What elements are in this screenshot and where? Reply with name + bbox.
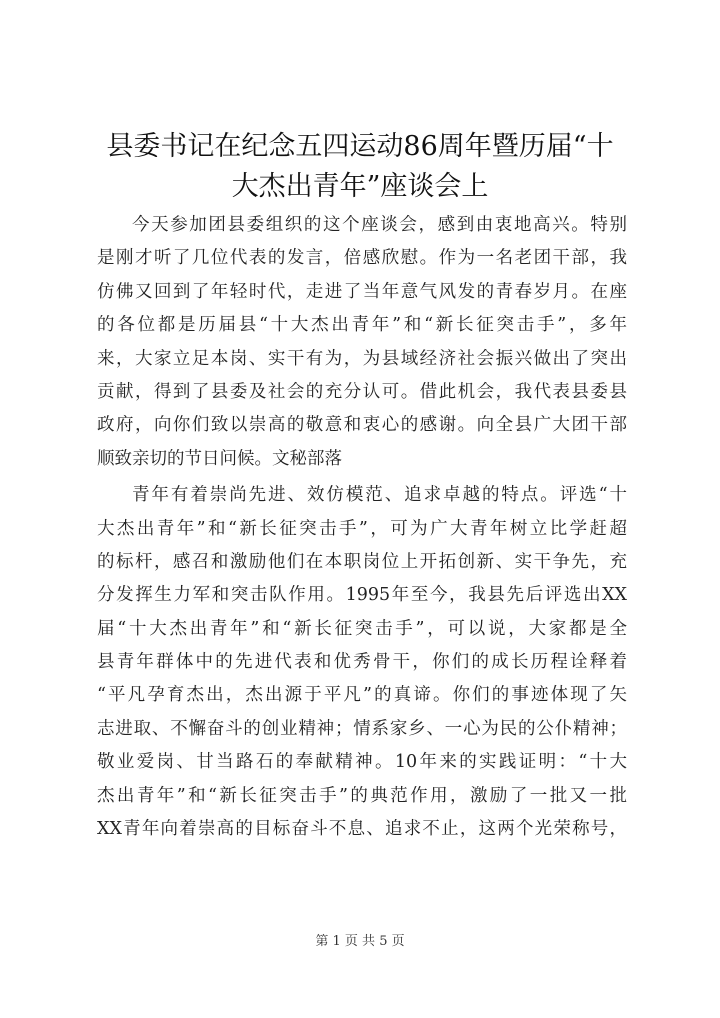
paragraph-1-line: 顺致亲切的节日问候。文秘部落 — [97, 448, 342, 469]
paragraph-1-line: 仿佛又回到了年轻时代，走进了当年意气风发的青春岁月。在座 — [97, 281, 627, 302]
paragraph-2-line: 青年有着崇尚先进、效仿模范、追求卓越的特点。评选“十 — [132, 485, 627, 506]
title-line: 大杰出青年”座谈会上 — [231, 171, 489, 202]
paragraph-1-line: 政府，向你们致以崇高的敬意和衷心的感谢。向全县广大团干部 — [97, 415, 627, 436]
paragraph-2-line: XX青年向着崇高的目标奋斗不息、追求不止，这两个光荣称号， — [97, 819, 627, 840]
paragraph-2-line: 志进取、不懈奋斗的创业精神；情系家乡、一心为民的公仆精神； — [97, 718, 627, 739]
paragraph-2-line: 杰出青年”和“新长征突击手”的典范作用，激励了一批又一批 — [97, 785, 627, 806]
paragraph-2-line: 敬业爱岗、甘当路石的奉献精神。10年来的实践证明：“十大 — [97, 752, 627, 773]
paragraph-1-line: 的各位都是历届县“十大杰出青年”和“新长征突击手”，多年 — [97, 315, 627, 336]
document-title — [90, 127, 630, 207]
paragraph-2-line: 届“十大杰出青年”和“新长征突击手”，可以说，大家都是全 — [97, 618, 627, 639]
paragraph-1-line: 贡献，得到了县委及社会的充分认可。借此机会，我代表县委县 — [97, 381, 627, 402]
title-line: 县委书记在纪念五四运动86周年暨历届“十 — [106, 131, 614, 162]
paragraph-2-line: 分发挥生力军和突击队作用。1995年至今，我县先后评选出XX — [97, 585, 627, 606]
paragraph-1-line: 是刚才听了几位代表的发言，倍感欣慰。作为一名老团干部，我 — [97, 248, 627, 269]
paragraph-1-line: 来，大家立足本岗、实干有为，为县域经济社会振兴做出了突出 — [97, 348, 627, 369]
document-body — [97, 209, 627, 846]
paragraph-1-line: 今天参加团县委组织的这个座谈会，感到由衷地高兴。特别 — [132, 215, 627, 235]
paragraph-2-line: 县青年群体中的先进代表和优秀骨干，你们的成长历程诠释着 — [97, 652, 627, 673]
page-number-footer: 第 1 页 共 5 页 — [315, 934, 405, 949]
paragraph-2-line: 大杰出青年”和“新长征突击手”，可为广大青年树立比学赶超 — [97, 518, 627, 539]
paragraph-2-line: “平凡孕育杰出，杰出源于平凡”的真谛。你们的事迹体现了矢 — [97, 685, 627, 706]
paragraph-2-line: 的标杆，感召和激励他们在本职岗位上开拓创新、实干争先，充 — [97, 551, 627, 572]
